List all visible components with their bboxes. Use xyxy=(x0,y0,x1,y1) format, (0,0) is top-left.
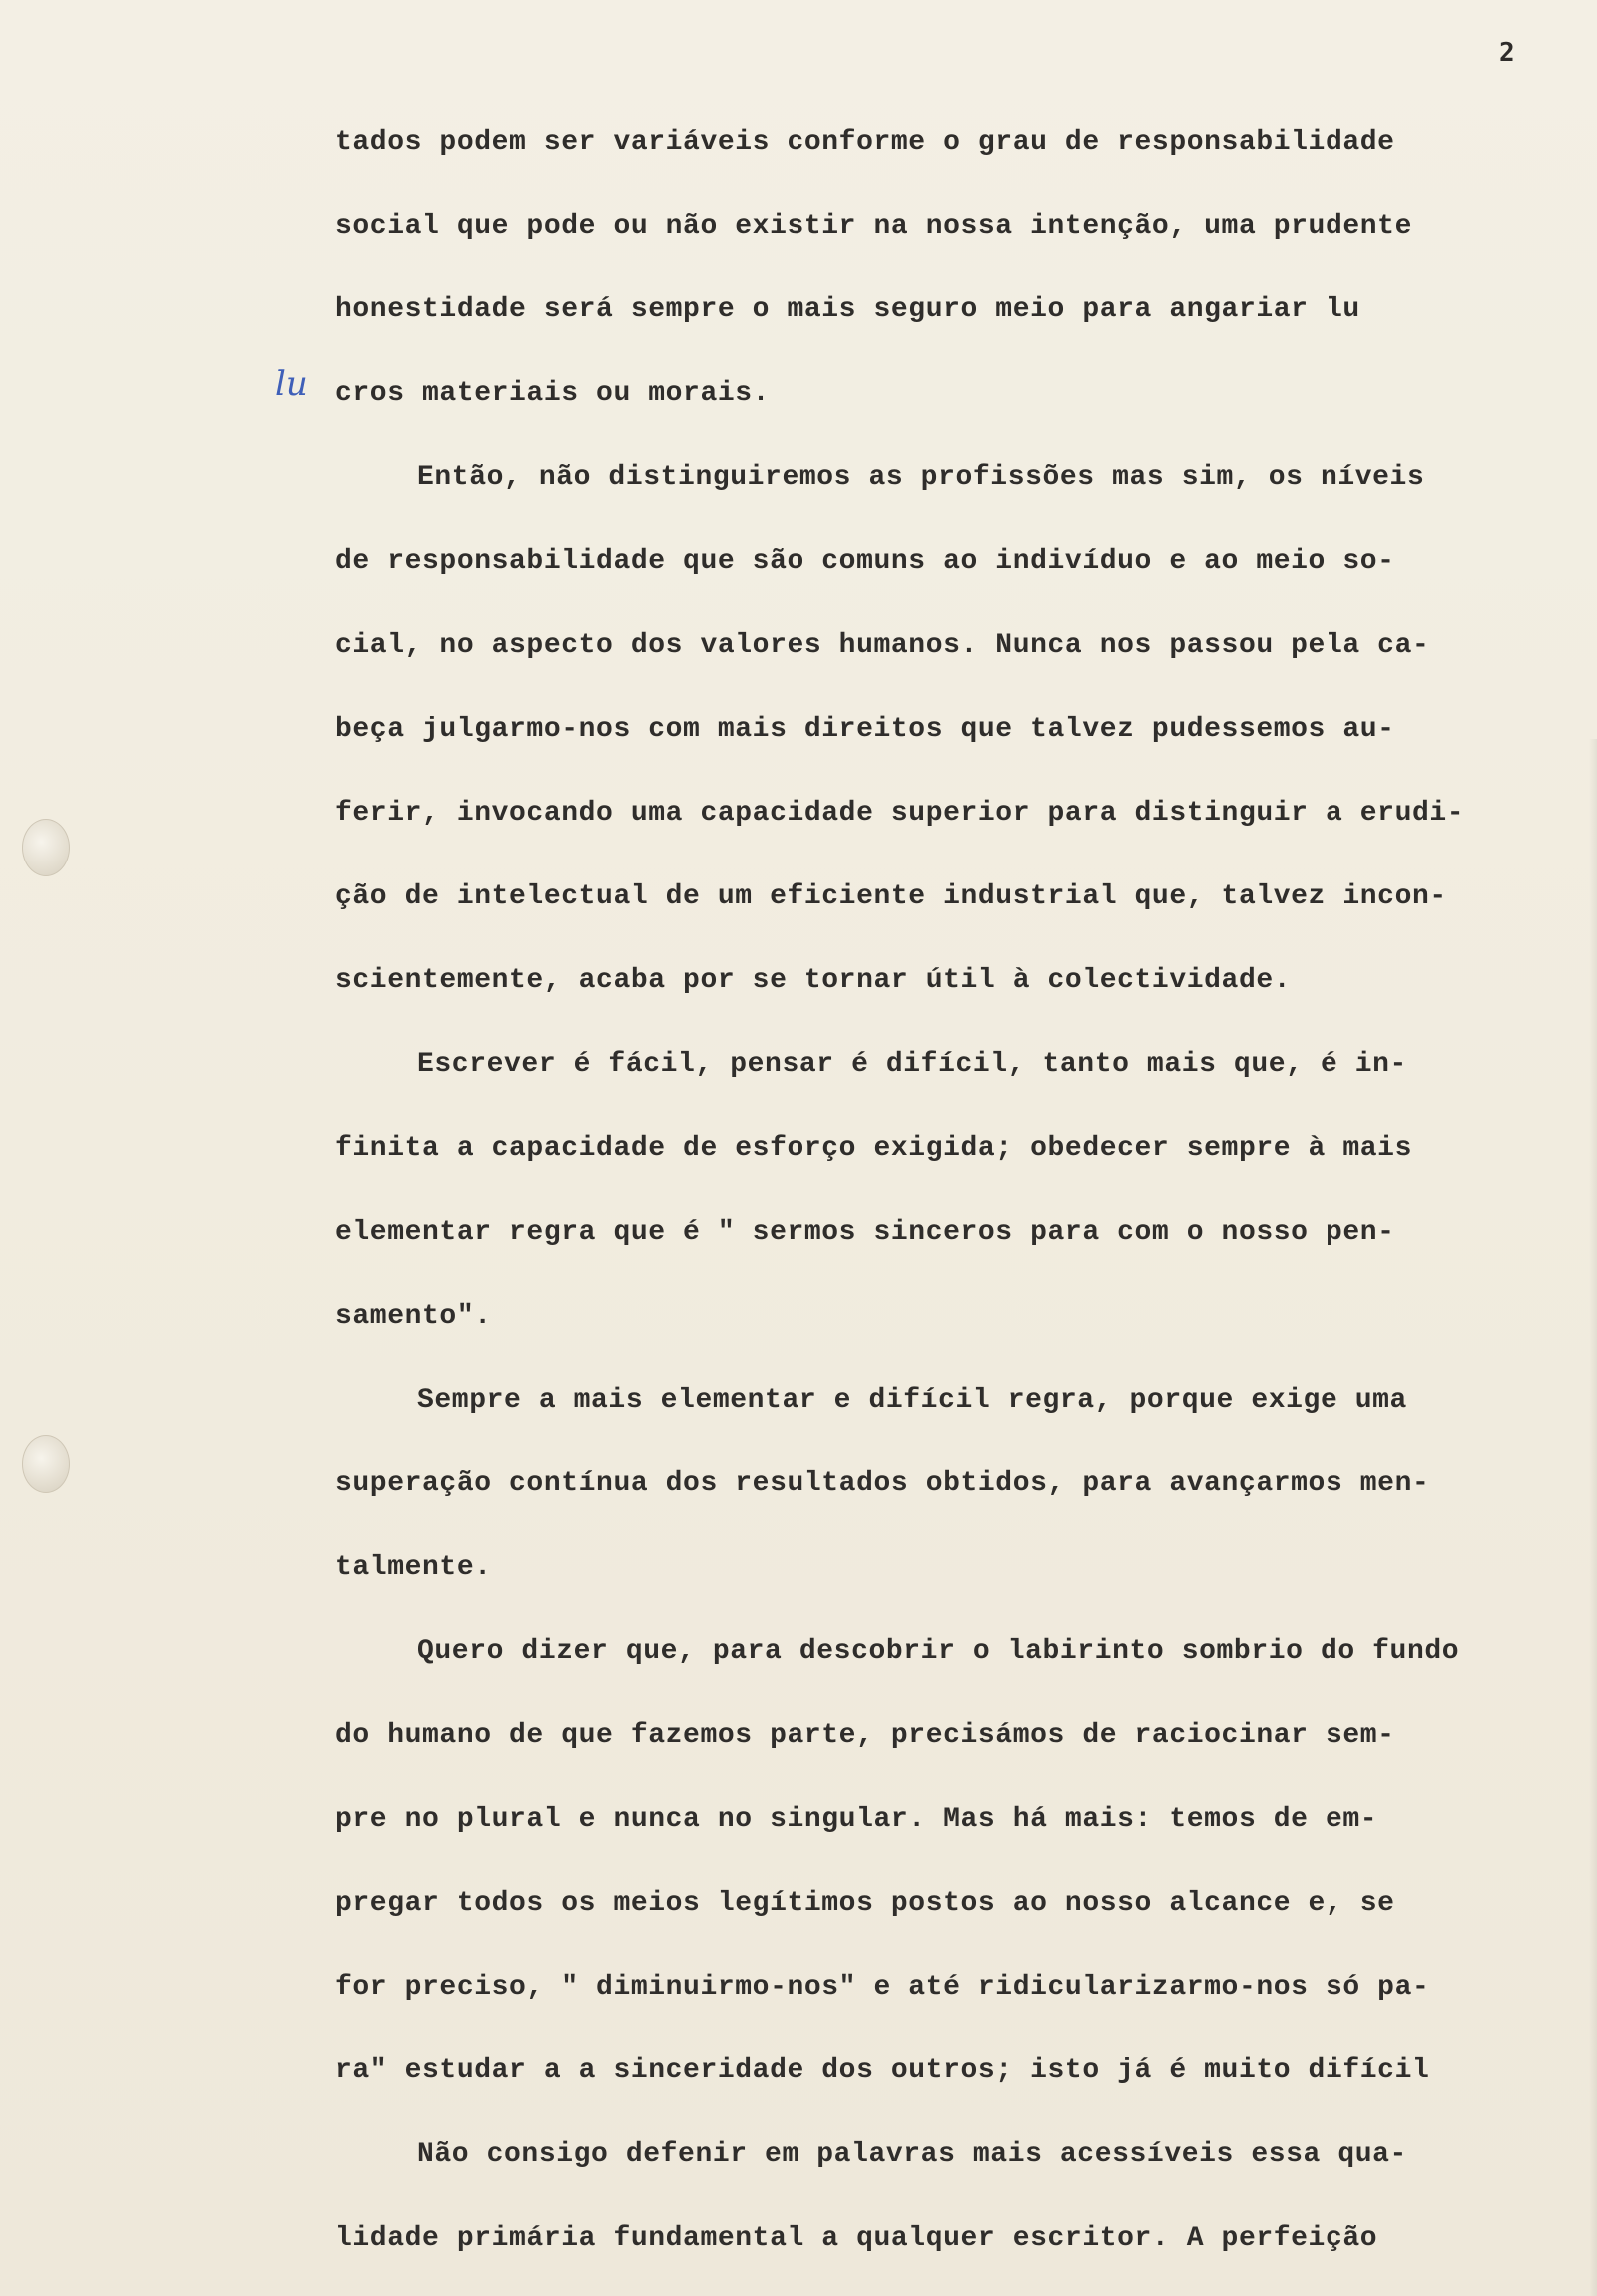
text-line: Sempre a mais elementar e difícil regra, porque exige uma xyxy=(417,1385,1407,1416)
text-line: samento". xyxy=(335,1301,492,1332)
text-line: superação contínua dos resultados obtidos, para avançarmos men- xyxy=(335,1468,1430,1499)
text-line: tados podem ser variáveis conforme o grau de responsabilidade xyxy=(335,127,1395,158)
typewritten-body xyxy=(335,118,1563,2296)
text-line: ção de intelectual de um eficiente industrial que, talvez incon- xyxy=(335,881,1447,912)
text-line: do humano de que fazemos parte, precisámos de raciocinar sem- xyxy=(335,1720,1395,1751)
text-line: cial, no aspecto dos valores humanos. Nunca nos passou pela ca- xyxy=(335,630,1430,661)
binder-hole-top xyxy=(22,819,70,876)
text-line: pregar todos os meios legítimos postos ao nosso alcance e, se xyxy=(335,1888,1395,1919)
paper-fold xyxy=(1589,739,1597,2296)
text-line: scientemente, acaba por se tornar útil à colectividade. xyxy=(335,965,1292,996)
text-line: de responsabilidade que são comuns ao indivíduo e ao meio so- xyxy=(335,546,1395,577)
text-line: finita a capacidade de esforço exigida; obedecer sempre à mais xyxy=(335,1133,1412,1164)
text-line: ra" estudar a a sinceridade dos outros; isto já é muito difícil xyxy=(335,2055,1430,2086)
binder-hole-bottom xyxy=(22,1435,70,1493)
text-line: Não consigo defenir em palavras mais acessíveis essa qua- xyxy=(417,2139,1407,2170)
text-line: beça julgarmo-nos com mais direitos que talvez pudessemos au- xyxy=(335,714,1395,745)
text-line: Escrever é fácil, pensar é difícil, tanto mais que, é in- xyxy=(417,1049,1407,1080)
text-line: honestidade será sempre o mais seguro meio para angariar lu xyxy=(335,294,1360,325)
text-line: cros materiais ou morais. xyxy=(335,378,771,409)
handwritten-margin-note: lu xyxy=(275,364,308,404)
text-line: for preciso, " diminuirmo-nos" e até ridicularizarmo-nos só pa- xyxy=(335,1972,1430,2003)
text-line: lidade primária fundamental a qualquer escritor. A perfeição xyxy=(335,2223,1378,2254)
text-line: social que pode ou não existir na nossa intenção, uma prudente xyxy=(335,211,1412,242)
text-line: Quero dizer que, para descobrir o labirinto sombrio do fundo xyxy=(417,1636,1460,1667)
text-line: pre no plural e nunca no singular. Mas há mais: temos de em- xyxy=(335,1804,1378,1835)
page-number: 2 xyxy=(1499,38,1515,68)
text-line: ferir, invocando uma capacidade superior para distinguir a erudi- xyxy=(335,798,1465,829)
text-line: Então, não distinguiremos as profissões mas sim, os níveis xyxy=(417,462,1425,493)
text-line: elementar regra que é " sermos sinceros para com o nosso pen- xyxy=(335,1217,1395,1248)
text-line: talmente. xyxy=(335,1552,492,1583)
